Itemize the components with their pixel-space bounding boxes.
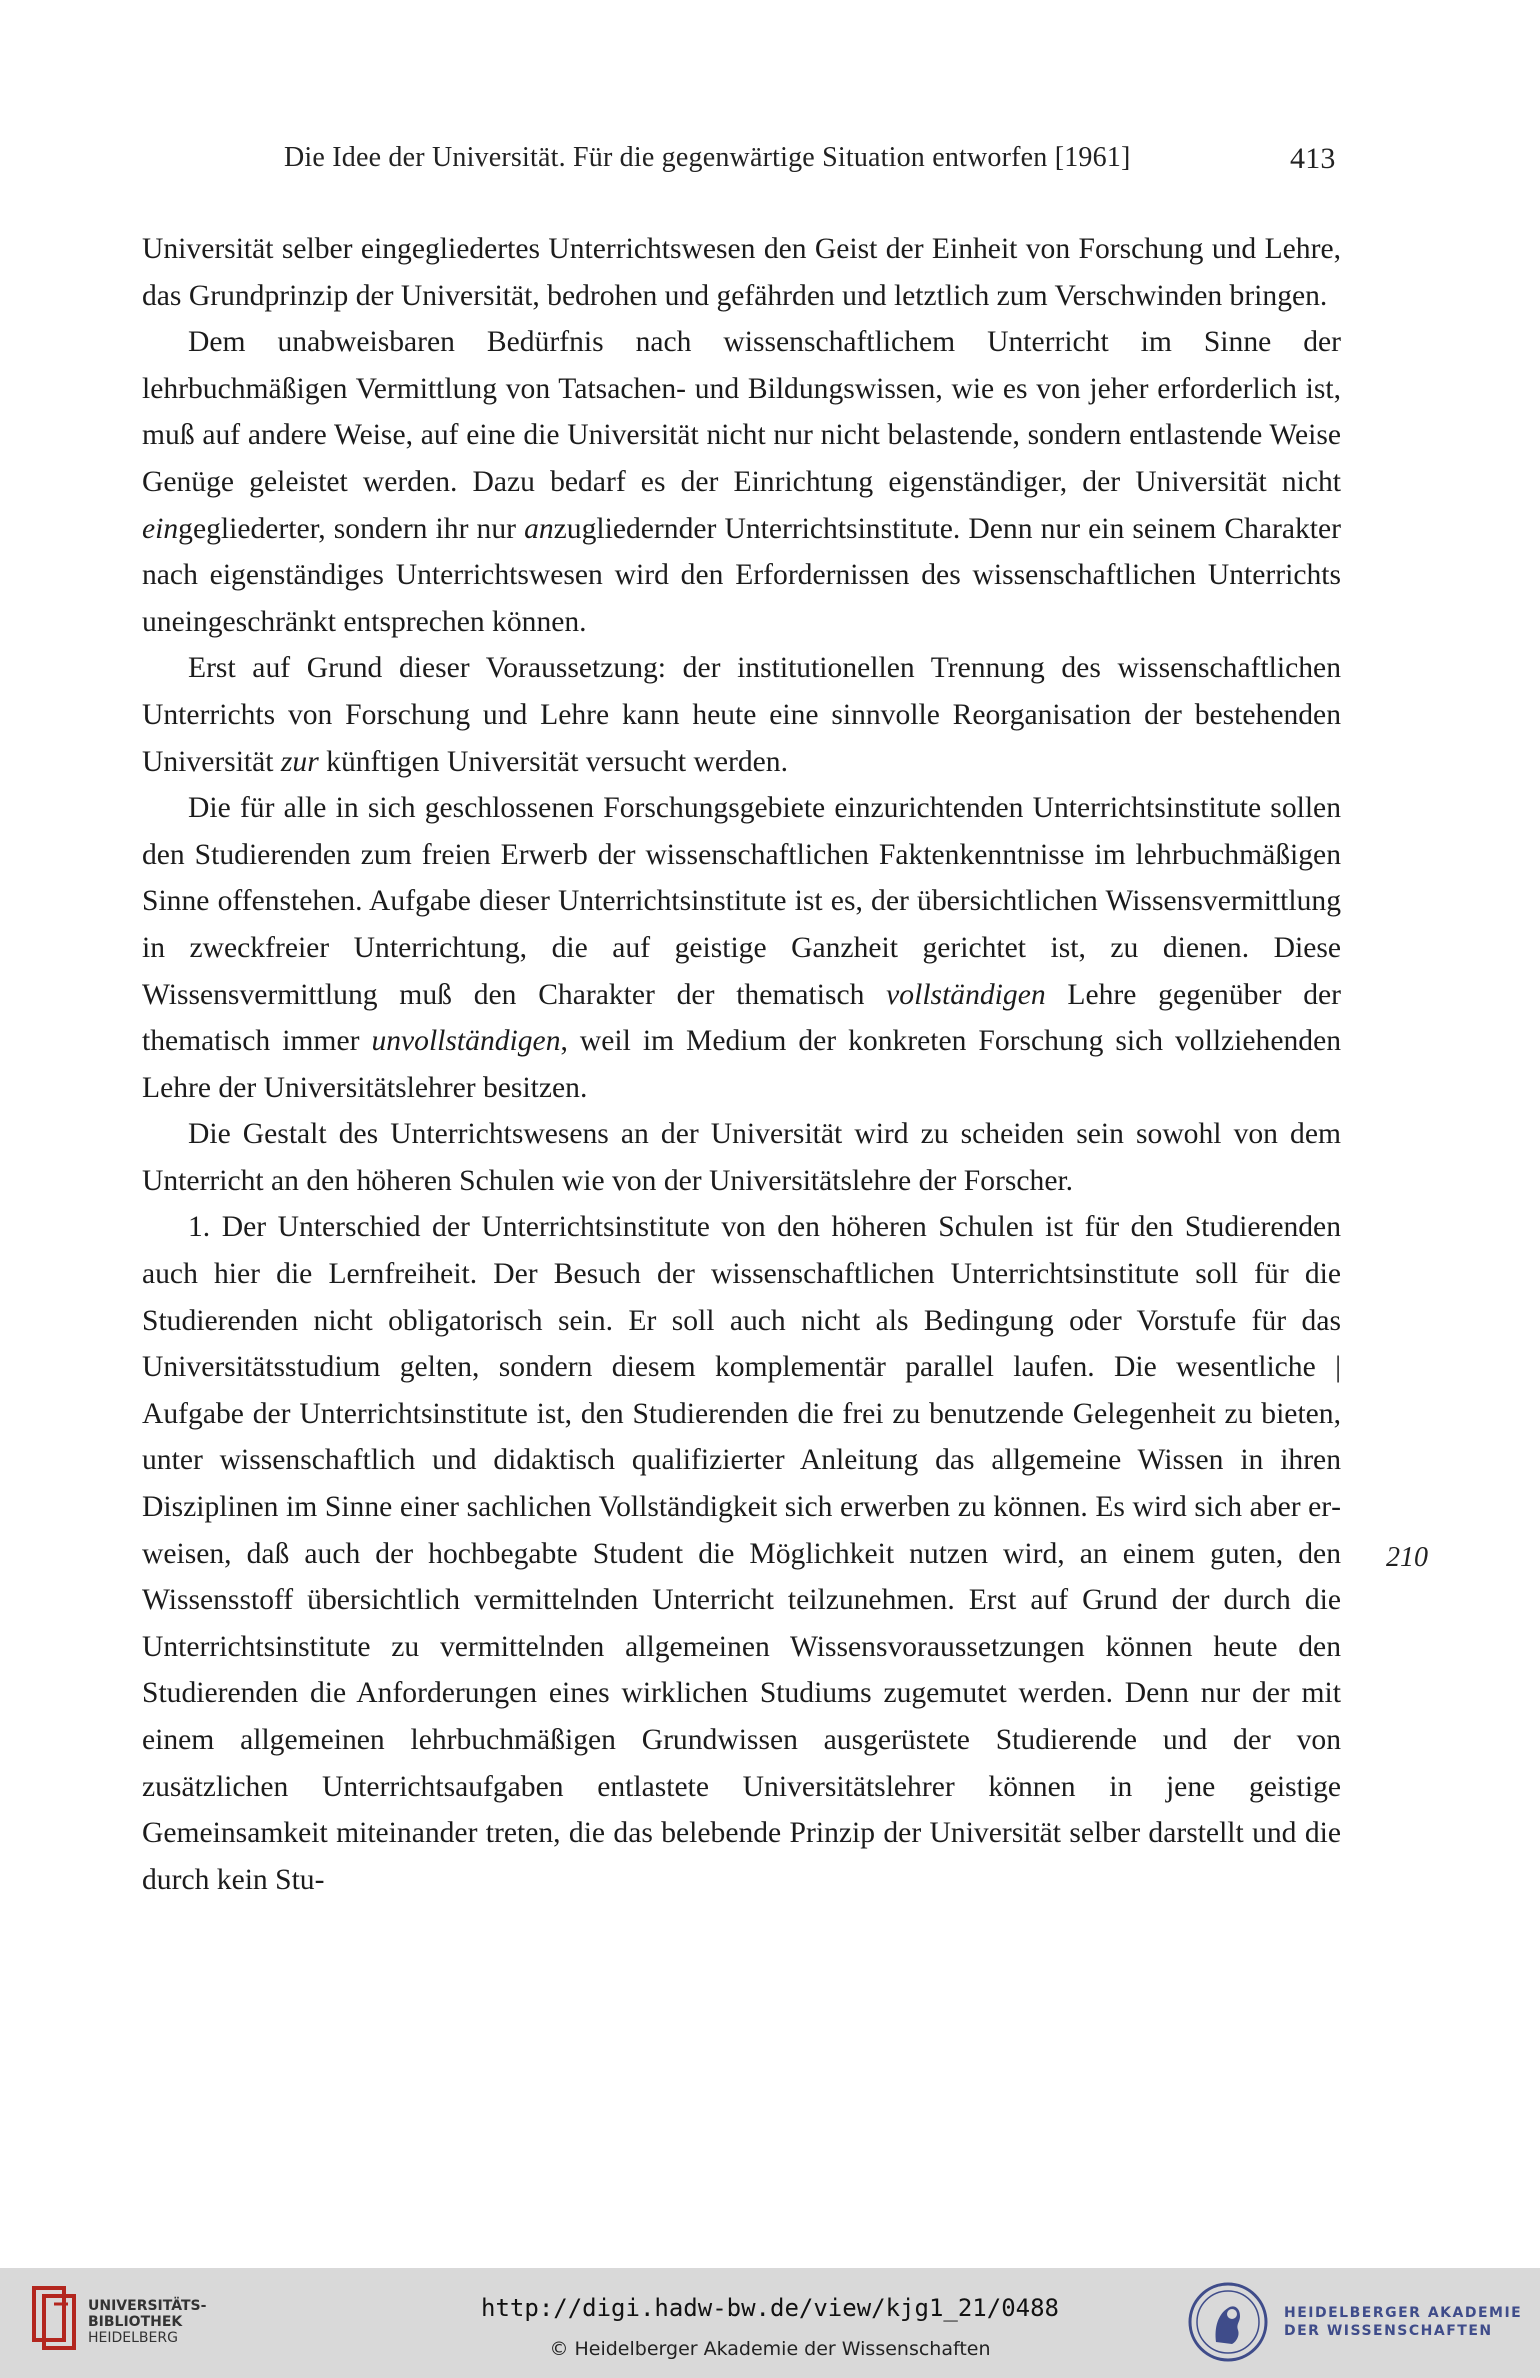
body-paragraph xyxy=(142,645,1341,785)
body-paragraph xyxy=(142,785,1341,1111)
emphasized-text: zur xyxy=(280,745,319,778)
paragraph-text: Dem unabweisbaren Bedürfnis nach wissenschaftlichem Unterricht im Sinne der lehrbuchmäßigen Vermittlung von Tatsachen- und Bildungswissen, wie es von jeher erforderlich ist, muß auf andere Weise, auf eine die Universität nicht nur nicht belastende, sondern entlastende Weise Genüge geleistet werden. Dazu bedarf es der Einrichtung eigenständiger, der Universität nicht xyxy=(142,326,1341,498)
library-name-line: HEIDELBERG xyxy=(88,2330,178,2346)
paragraph-text: Die für alle in sich geschlossenen Forschungsgebiete einzurichtenden Unterrichtsinstitute sollen den Studierenden zum freien Erwerb der wissenschaftlichen Faktenkenntnisse im lehrbuchmäßigen Sinne offenstehen. Aufgabe dieser Unterrichtsinstitute ist es, der übersichtlichen Wissensvermittlung in zweckfreier Unterrichtung, die auf geistige Ganzheit gerichtet ist, zu dienen. Diese Wissensvermittlung muß den Charakter der thematisch xyxy=(142,792,1341,1011)
running-title: Die Idee der Universität. Für die gegenwärtige Situation entworfen [1961] xyxy=(284,142,1131,173)
copyright-notice: © Heidelberger Akademie der Wissenschaften xyxy=(549,2338,991,2360)
academy-name-line: HEIDELBERGER AKADEMIE xyxy=(1284,2305,1523,2321)
margin-page-reference: 210 xyxy=(1386,1542,1428,1573)
body-text xyxy=(142,226,1341,1903)
emphasized-text: an xyxy=(524,512,554,545)
library-name-line: UNIVERSITÄTS- xyxy=(88,2298,207,2314)
emphasized-text: vollständigen xyxy=(886,978,1046,1011)
emphasized-text: unvollständigen xyxy=(371,1025,561,1058)
body-paragraph xyxy=(142,226,1341,319)
academy-name xyxy=(1284,2304,1522,2340)
page-number: 413 xyxy=(1290,142,1336,175)
paragraph-text: künftigen Universität versucht werden. xyxy=(318,745,789,778)
paragraph-text: , weil im Medium der konkreten Forschung sich vollziehenden Lehre der Universitätslehrer besitzen. xyxy=(142,1025,1342,1104)
body-paragraph xyxy=(142,1111,1341,1204)
paragraph-text: Die Gestalt des Unterrichtswesens an der Universität wird zu scheiden sein sowohl von dem Unterricht an den höheren Schulen wie von der Universitätslehre der Forscher. xyxy=(142,1118,1341,1197)
permalink-url[interactable]: http://digi.hadw-bw.de/view/kjg1_21/0488 xyxy=(481,2294,1059,2322)
paragraph-text: Lehre gegenüber der thematisch immer xyxy=(142,978,1341,1058)
paragraph-text: zugliedernder Unterrichtsinstitute. Denn nur ein seinem Charakter nach eigenständiges Unterrichtswesen wird den Erfordernissen des wissenschaftlichen Unterrichts uneingeschränkt entsprechen können. xyxy=(142,512,1341,638)
library-name-line: BIBLIOTHEK xyxy=(88,2314,183,2330)
emphasized-text: ein xyxy=(142,512,179,545)
body-paragraph xyxy=(142,319,1341,645)
paragraph-text: Erst auf Grund dieser Voraussetzung: der institutionellen Trennung des wissenschaftlichen Unterrichts von Forschung und Lehre kann heute eine sinnvolle Reorganisation der bestehenden Universität xyxy=(142,652,1341,778)
paragraph-text: 1. Der Unterschied der Unterrichtsinstitute von den höheren Schulen ist für den Studierenden auch hier die Lernfreiheit. Der Besuch der wissenschaftlichen Unterrichtsinstitute soll für die Studierenden nicht obligatorisch sein. Er soll auch nicht als Bedingung oder Vorstufe für das Universitätsstudium gelten, sondern diesem komplementär parallel laufen. Die wesentliche | Aufgabe der Unterrichtsinstitute ist, den Studierenden die frei zu benutzende Gelegenheit zu bieten, unter wissenschaftlich und didaktisch qualifizierter Anleitung das allgemeine Wissen in ihren Disziplinen im Sinne einer sachlichen Vollständigkeit sich erwerben zu können. Es wird sich aber erweisen, daß auch der hochbegabte Student die Möglichkeit nutzen wird, an einem guten, den Wissensstoff übersichtlich vermittelnden Unterricht teilzunehmen. Erst auf Grund der durch die Unterrichtsinstitute zu vermittelnden allgemeinen Wissensvoraussetzungen können heute den Studierenden die Anforderungen eines wirklichen Studiums zugemutet werden. Denn nur der mit einem allgemeinen lehrbuchmäßigen Grundwissen ausgerüstete Studierende und der von zusätzlichen Unterrichtsaufgaben entlastete Universitätslehrer können in jene geistige Gemeinsamkeit miteinander treten, die das belebende Prinzip der Universität selber darstellt und die durch kein Stu- xyxy=(142,1211,1341,1896)
academy-seal-icon[interactable] xyxy=(1188,2280,1268,2364)
digitization-footer xyxy=(0,2268,1540,2378)
body-paragraph xyxy=(142,1204,1341,1903)
paragraph-text: gegliederter, sondern ihr nur xyxy=(178,512,525,545)
academy-name-line: DER WISSENSCHAFTEN xyxy=(1284,2323,1493,2339)
paragraph-text: Universität selber eingegliedertes Unterrichtswesen den Geist der Einheit von Forschung und Lehre, das Grundprinzip der Universität, bedrohen und gefährden und letztlich zum Verschwinden bringen. xyxy=(142,233,1341,312)
